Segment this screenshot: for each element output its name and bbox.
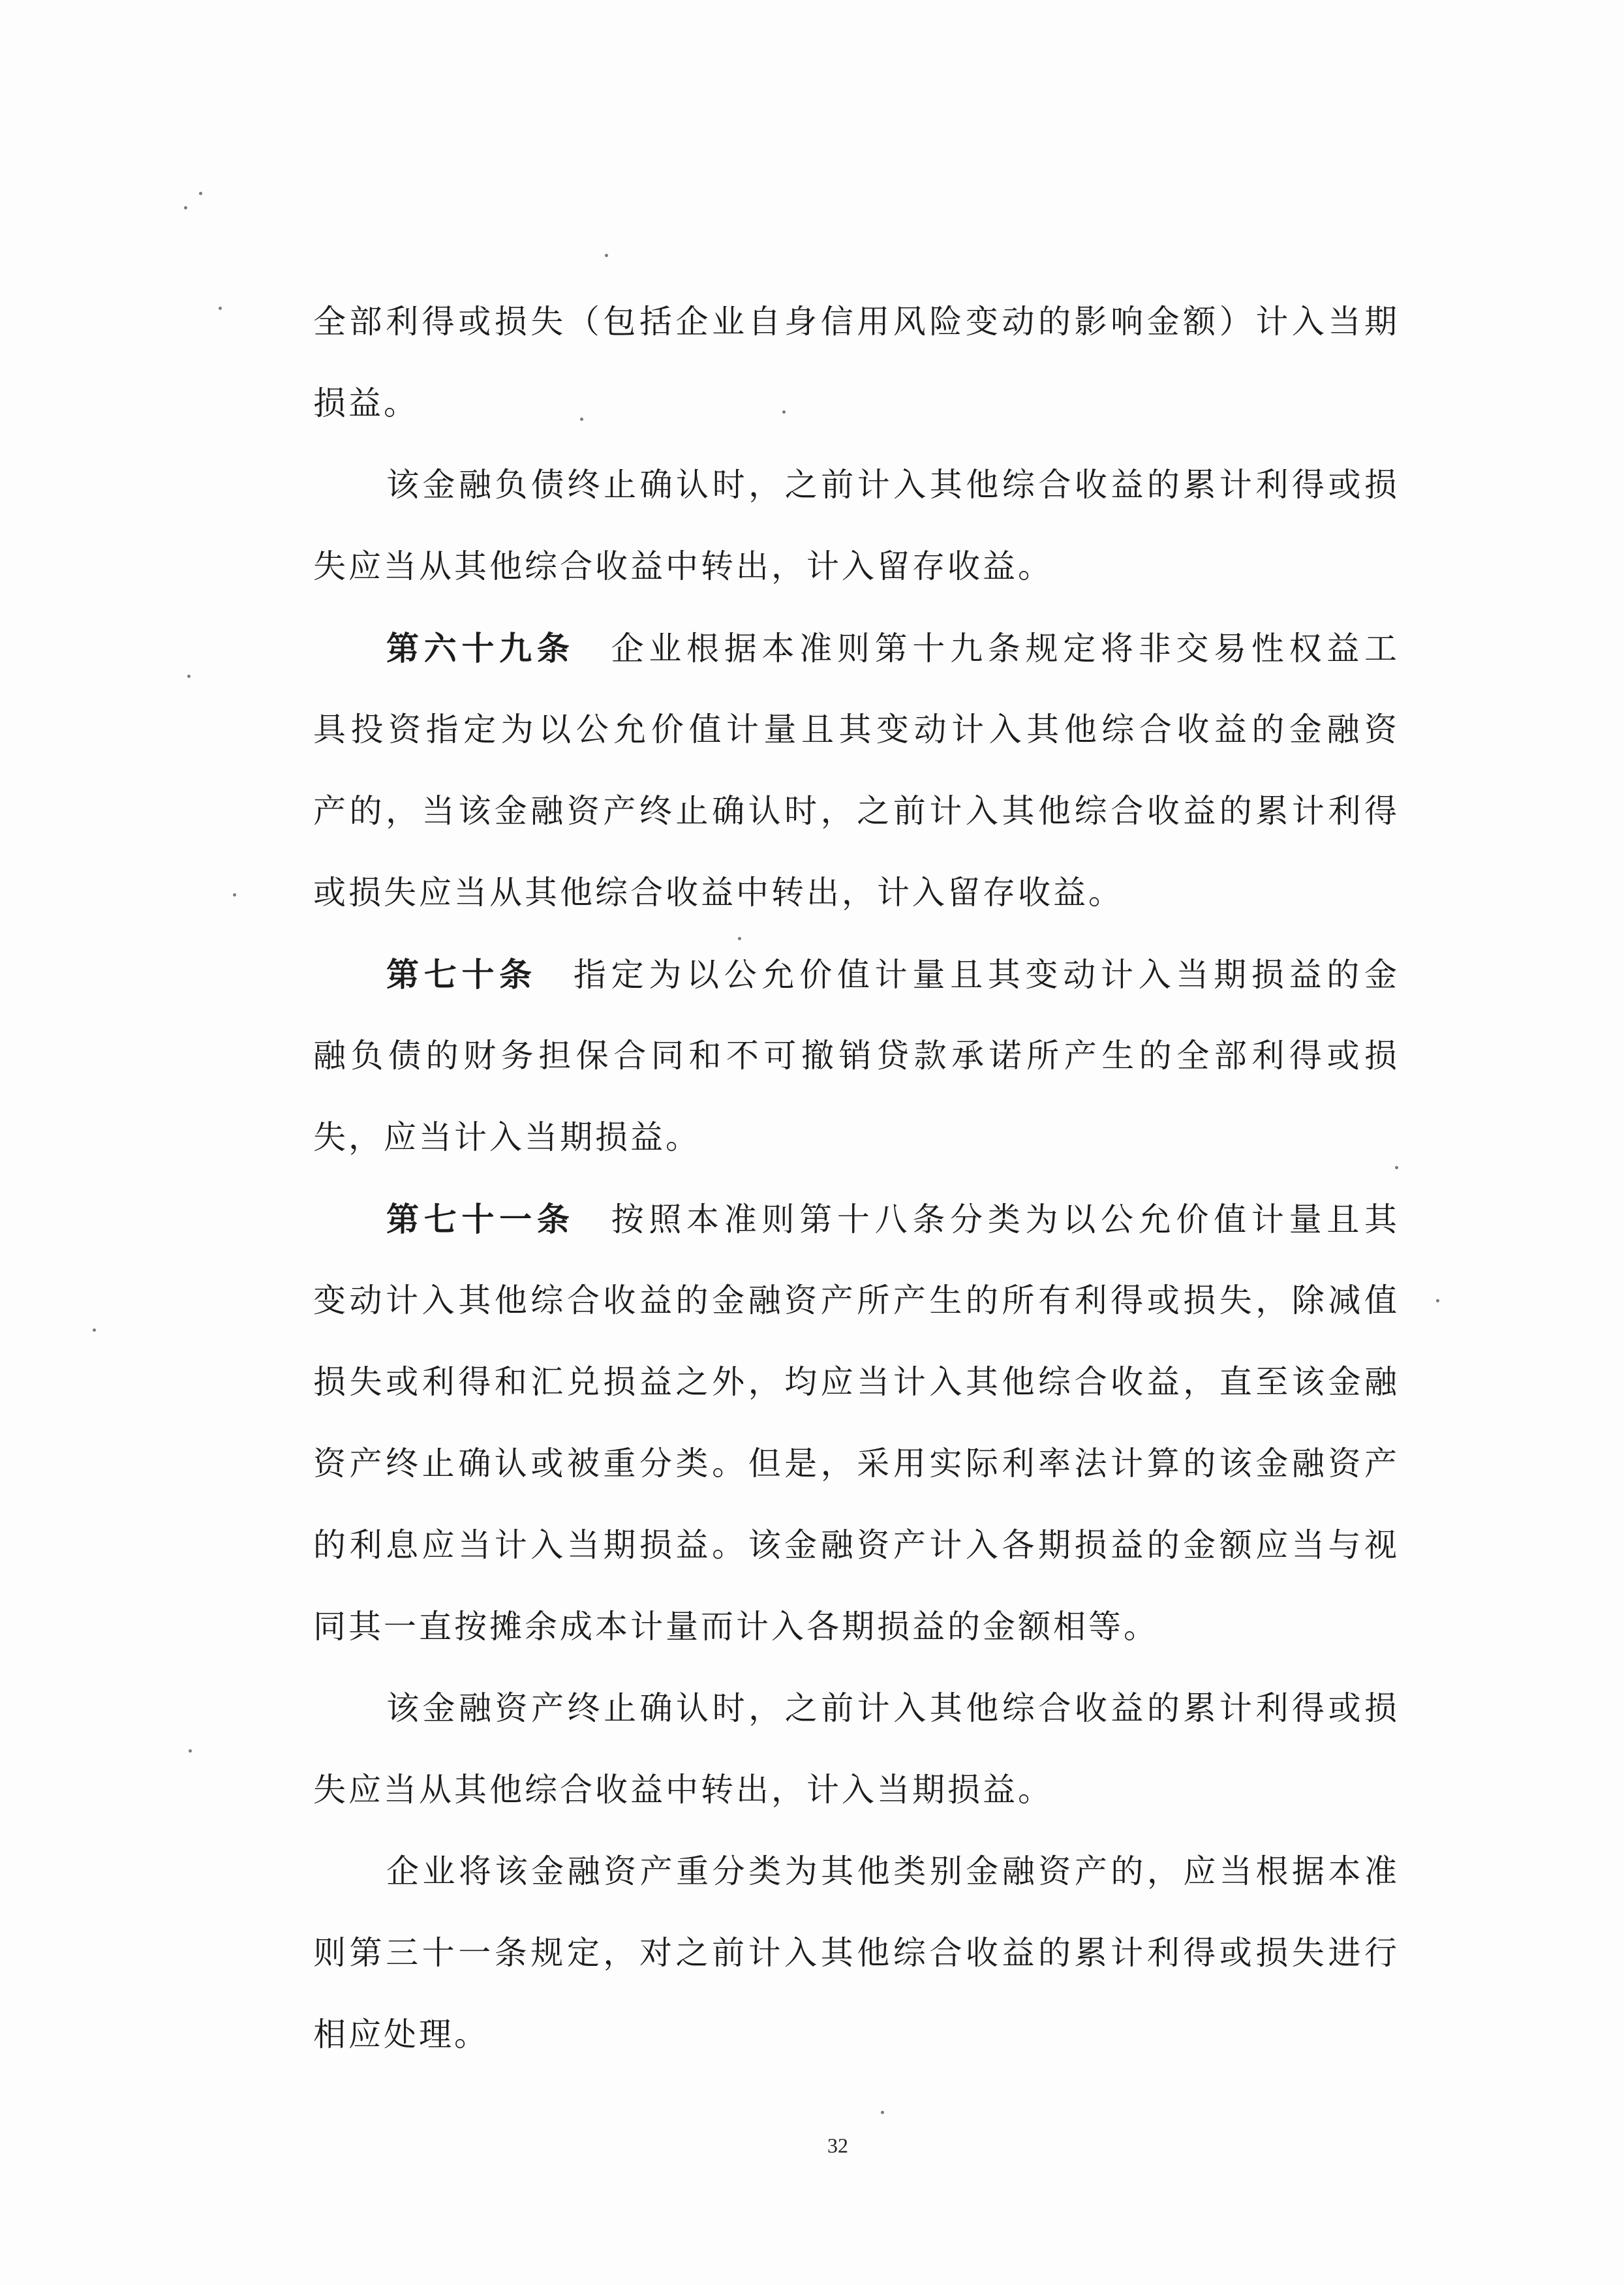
text-line: 失应当从其他综合收益中转出，计入留存收益。 [313, 547, 1053, 585]
text-line: 失，应当计入当期损益。 [313, 1118, 701, 1156]
text-line: 相应处理。 [313, 2016, 489, 2053]
scan-speck [187, 675, 191, 678]
text-line: 则第三十一条规定，对之前计入其他综合收益的累计利得或损失进行 [313, 1934, 1400, 1972]
text-line: 具投资指定为以公允价值计量且其变动计入其他综合收益的金融资 [313, 711, 1400, 748]
text-line: 该金融资产终止确认时，之前计入其他综合收益的累计利得或损 [386, 1689, 1400, 1727]
scan-speck [1436, 1299, 1439, 1302]
text-span: 企业根据本准则第十九条规定将非交易性权益工 [611, 630, 1400, 667]
scan-speck [219, 307, 222, 310]
text-line: 资产终止确认或被重分类。但是，采用实际利率法计算的该金融资产 [313, 1445, 1400, 1482]
article-paragraph [313, 934, 1400, 1178]
document-body [313, 281, 1400, 2076]
article-paragraph [313, 607, 1400, 934]
text-line: 损益。 [313, 384, 419, 422]
article-heading: 第六十九条 [386, 629, 575, 667]
scan-speck [93, 1328, 96, 1332]
text-line [313, 607, 1400, 689]
scan-speck [605, 254, 608, 257]
paragraph [313, 1831, 1400, 2076]
article-heading: 第七十一条 [386, 1200, 575, 1238]
page-number: 32 [827, 2134, 848, 2157]
text-line: 或损失应当从其他综合收益中转出，计入留存收益。 [313, 874, 1124, 912]
text-line: 的利息应当计入当期损益。该金融资产计入各期损益的金额应当与视 [313, 1526, 1400, 1564]
scan-speck [233, 893, 236, 897]
text-line: 产的，当该金融资产终止确认时，之前计入其他综合收益的累计利得 [313, 792, 1400, 830]
text-line: 企业将该金融资产重分类为其他类别金融资产的，应当根据本准 [386, 1852, 1400, 1890]
scan-speck [189, 1749, 192, 1753]
text-line: 该金融负债终止确认时，之前计入其他综合收益的累计利得或损 [386, 466, 1400, 504]
text-line: 同其一直按摊余成本计量而计入各期损益的金额相等。 [313, 1608, 1159, 1646]
scan-speck [199, 192, 202, 195]
text-line [313, 934, 1400, 1015]
scan-speck [184, 206, 187, 209]
text-line: 融负债的财务担保合同和不可撤销贷款承诺所产生的全部利得或损 [313, 1037, 1400, 1075]
paragraph [313, 444, 1400, 607]
text-line: 全部利得或损失（包括企业自身信用风险变动的影响金额）计入当期 [313, 303, 1400, 341]
article-heading: 第七十条 [386, 955, 537, 994]
article-paragraph [313, 1178, 1400, 1668]
paragraph [313, 1668, 1400, 1831]
text-line: 损失或利得和汇兑损益之外，均应当计入其他综合收益，直至该金融 [313, 1363, 1400, 1401]
scan-speck [881, 2111, 884, 2114]
text-span: 指定为以公允价值计量且其变动计入当期损益的金 [573, 956, 1400, 994]
text-span: 按照本准则第十八条分类为以公允价值计量且其 [611, 1201, 1400, 1238]
text-line [313, 1178, 1400, 1260]
text-line: 失应当从其他综合收益中转出，计入当期损益。 [313, 1771, 1053, 1809]
paragraph [313, 281, 1400, 444]
text-line: 变动计入其他综合收益的金融资产所产生的所有利得或损失，除减值 [313, 1281, 1400, 1319]
